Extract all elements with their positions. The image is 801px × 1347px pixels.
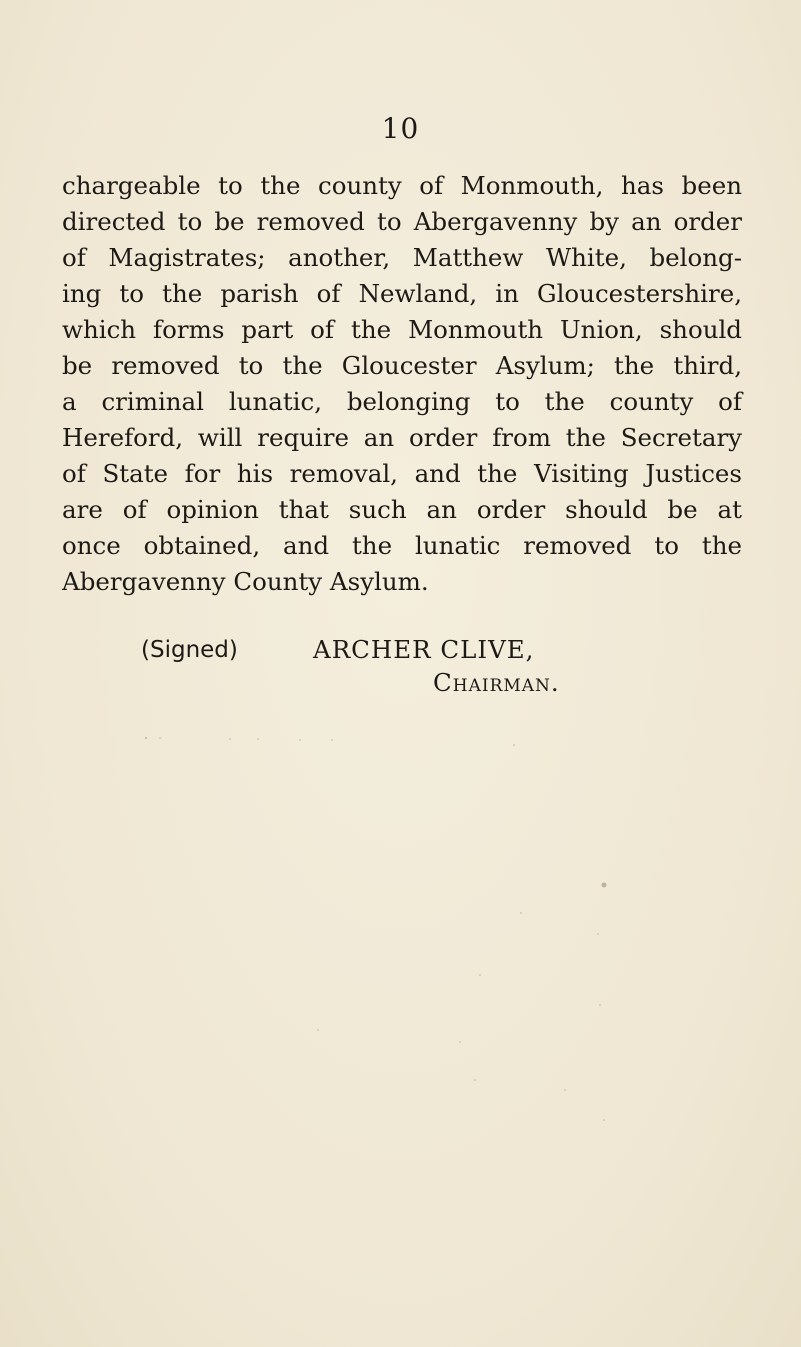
page-number: 10: [381, 112, 420, 145]
text-line: Abergavenny County Asylum.: [62, 567, 429, 596]
signed-label: (Signed): [141, 637, 238, 663]
text-line: Hereford, will require an order from the Secretary: [62, 423, 742, 452]
text-line: of State for his removal, and the Visiting Justices: [62, 459, 742, 488]
text-line: which forms part of the Monmouth Union, should: [62, 315, 742, 344]
text-line: chargeable to the county of Monmouth, has been: [62, 171, 742, 200]
text-line: directed to be removed to Abergavenny by an order: [62, 207, 742, 236]
text-line: of Magistrates; another, Matthew White, belong-: [62, 243, 742, 272]
text-line: are of opinion that such an order should be at: [62, 495, 742, 524]
text-line: ing to the parish of Newland, in Gloucestershire,: [62, 279, 742, 308]
text-line: once obtained, and the lunatic removed to the: [62, 531, 742, 560]
signer-title: Chairman.: [433, 668, 560, 697]
signer-name: ARCHER CLIVE,: [313, 635, 535, 664]
text-line: a criminal lunatic, belonging to the county of: [62, 387, 742, 416]
text-line: be removed to the Gloucester Asylum; the third,: [62, 351, 742, 380]
